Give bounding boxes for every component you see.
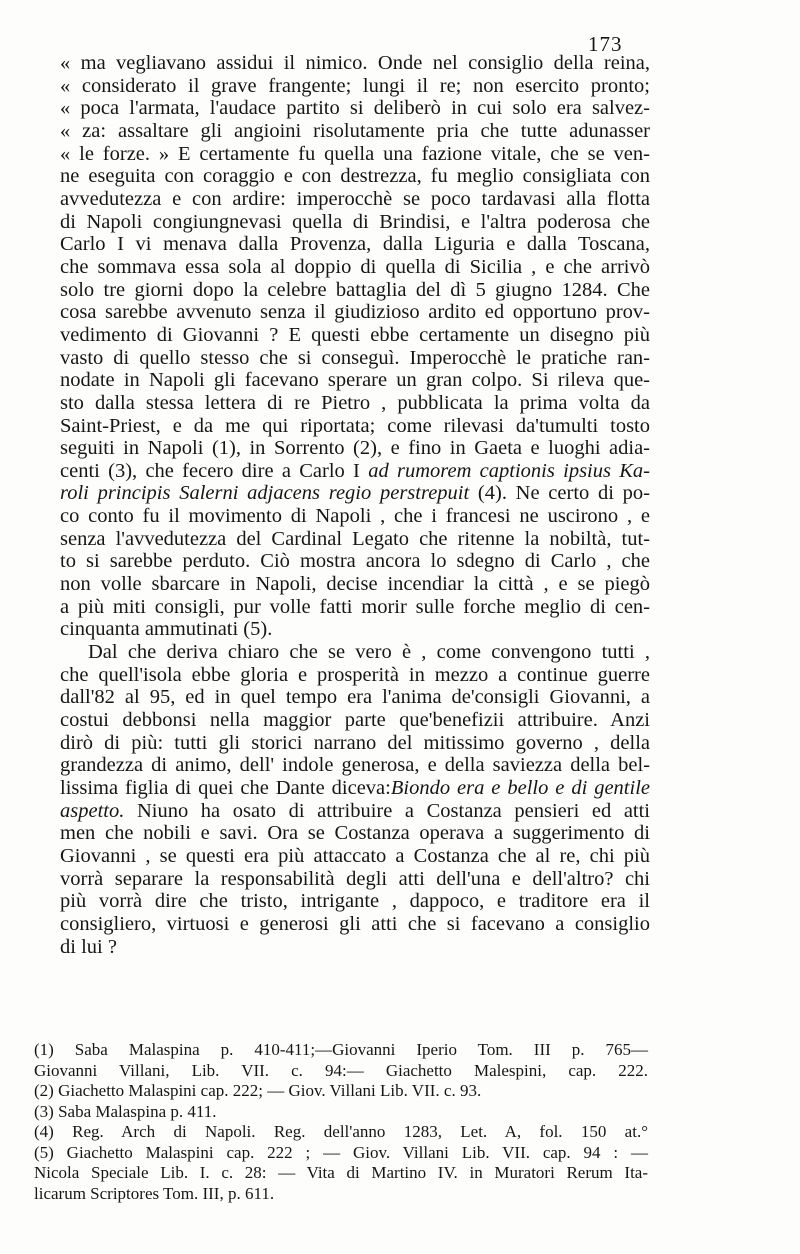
text-line: dirò di più: tutti gli storici narrano del mitissimo governo , della <box>60 731 650 754</box>
text-segment: Niuno ha osato di attribuire a Costanza pensieri ed atti <box>136 799 651 822</box>
text-line: non volle sbarcare in Napoli, decise incendiar la città , e se piegò <box>60 573 650 596</box>
text-segment: (4). Ne certo di po- <box>477 482 650 505</box>
footnote-line: (4) Reg. Arch di Napoli. Reg. dell'anno 1283, Let. A, fol. 150 at.° <box>34 1122 648 1141</box>
latin-quote: ad rumorem captionis ipsius Ka- <box>368 459 651 482</box>
text-line: « ma vegliavano assidui il nimico. Onde nel consiglio della reina, <box>60 52 650 74</box>
footnote-line: (5) Giachetto Malaspini cap. 222 ; — Giov. Villani Lib. VII. cap. 94 : — <box>34 1142 648 1162</box>
text-line: seguiti in Napoli (1), in Sorrento (2), e fino in Gaeta e luoghi adia- <box>60 437 650 460</box>
footnote-line: Nicola Speciale Lib. I. c. 28: — Vita di Martino IV. in Muratori Rerum Ita- <box>34 1163 648 1182</box>
text-line: che quell'isola ebbe gloria e prosperità in mezzo a continue guerre <box>60 663 650 686</box>
text-line: che sommava essa sola al doppio di quella di Sicilia , e che arrivò <box>60 255 650 278</box>
text-line: vasto di quello stesso che si conseguì. Imperocchè le pratiche ran- <box>60 346 650 369</box>
footnote-line: Giovanni Villani, Lib. VII. c. 94:— Giachetto Malespini, cap. 222. <box>34 1060 648 1080</box>
dante-quote: aspetto. <box>60 799 125 822</box>
text-line: co conto fu il movimento di Napoli , che i francesi ne uscirono , e <box>60 505 650 528</box>
footnote-line: (3) Saba Malaspina p. 411. <box>34 1101 217 1121</box>
text-line: « za: assaltare gli angioini risolutamente pria che tutte adunasser <box>60 119 650 142</box>
text-line: Dal che deriva chiaro che se vero è , come convengono tutti , <box>88 641 650 664</box>
text-line: « poca l'armata, l'audace partito si deliberò in cui solo era salvez- <box>60 97 650 120</box>
text-line <box>0 460 800 483</box>
text-line: di lui ? <box>60 935 117 958</box>
text-line: senza l'avvedutezza del Cardinal Legato che ritenne la nobiltà, tut- <box>60 527 650 550</box>
text-line: solo tre giorni dopo la celebre battaglia del dì 5 giugno 1284. Che <box>60 278 650 301</box>
text-line <box>0 800 800 823</box>
text-line: di Napoli congiungnevasi quella di Brindisi, e l'altra poderosa che <box>60 210 650 233</box>
dante-quote: Biondo era e bello e di gentile <box>390 777 650 799</box>
text-line: ne eseguita con coraggio e con destrezza, fu meglio consigliata con <box>60 165 650 188</box>
text-line: cinquanta ammutinati (5). <box>60 618 273 641</box>
text-line: grandezza di animo, dell' indole generosa, e della saviezza della bel- <box>60 754 650 777</box>
main-text <box>0 52 800 958</box>
text-line: « considerato il grave frangente; lungi il re; non esercito pronto; <box>60 74 650 97</box>
text-line: costui debbonsi nella maggior parte que'benefizii attribuire. Anzi <box>60 709 650 732</box>
latin-quote: roli principis Salerni adjacens regio perstrepuit <box>60 482 470 505</box>
text-line: sto dalla stessa lettera di re Pietro , pubblicata la prima volta da <box>60 391 650 414</box>
text-line: to si sarebbe perduto. Ciò mostra ancora lo sdegno di Carlo , che <box>60 550 650 573</box>
text-line: nodate in Napoli gli facevano sperare un gran colpo. Si rileva que- <box>60 369 650 392</box>
text-segment: lissima figlia di quei che Dante diceva: <box>60 777 391 799</box>
text-line: a più miti consigli, pur volle fatti morir sulle forche meglio di cen- <box>60 595 650 618</box>
footnote-line: (1) Saba Malaspina p. 410-411;—Giovanni Iperio Tom. III p. 765— <box>34 1040 648 1059</box>
text-line: vorrà separare la responsabilità degli atti dell'una e dell'altro? chi <box>60 867 650 890</box>
text-line: avvedutezza e con ardire: imperocchè se poco tardavasi alla flotta <box>60 187 650 210</box>
footnote-line: (2) Giachetto Malaspini cap. 222; — Giov. Villani Lib. VII. c. 93. <box>34 1081 482 1100</box>
text-line: più vorrà dire che tristo, intrigante , dappoco, e traditore era il <box>60 890 650 913</box>
text-line: Carlo I vi menava dalla Provenza, dalla Liguria e dalla Toscana, <box>60 233 650 256</box>
footnotes <box>0 1040 800 1204</box>
text-line: cosa sarebbe avvenuto senza il giudizioso ardito ed opportuno prov- <box>60 301 650 324</box>
text-segment: centi (3), che fecero dire a Carlo I <box>60 459 360 482</box>
page-number: 173 <box>588 32 623 56</box>
footnote-line: licarum Scriptores Tom. III, p. 611. <box>34 1183 275 1203</box>
text-line: « le forze. » E certamente fu quella una fazione vitale, che se ven- <box>60 142 650 165</box>
text-line: Saint-Priest, e da me qui riportata; come rilevasi da'tumulti tosto <box>60 414 650 437</box>
text-line: dall'82 al 95, ed in quel tempo era l'anima de'consigli Giovanni, a <box>60 686 650 709</box>
text-line: Giovanni , se questi era più attaccato a Costanza che al re, chi più <box>60 844 650 867</box>
text-line <box>0 482 800 505</box>
text-line: men che nobili e savi. Ora se Costanza operava a suggerimento di <box>60 822 650 845</box>
text-line <box>0 777 800 800</box>
text-line: vedimento di Giovanni ? E questi ebbe certamente un disegno più <box>60 323 650 346</box>
text-line: consigliero, virtuosi e generosi gli atti che si facevano a consiglio <box>60 912 650 935</box>
